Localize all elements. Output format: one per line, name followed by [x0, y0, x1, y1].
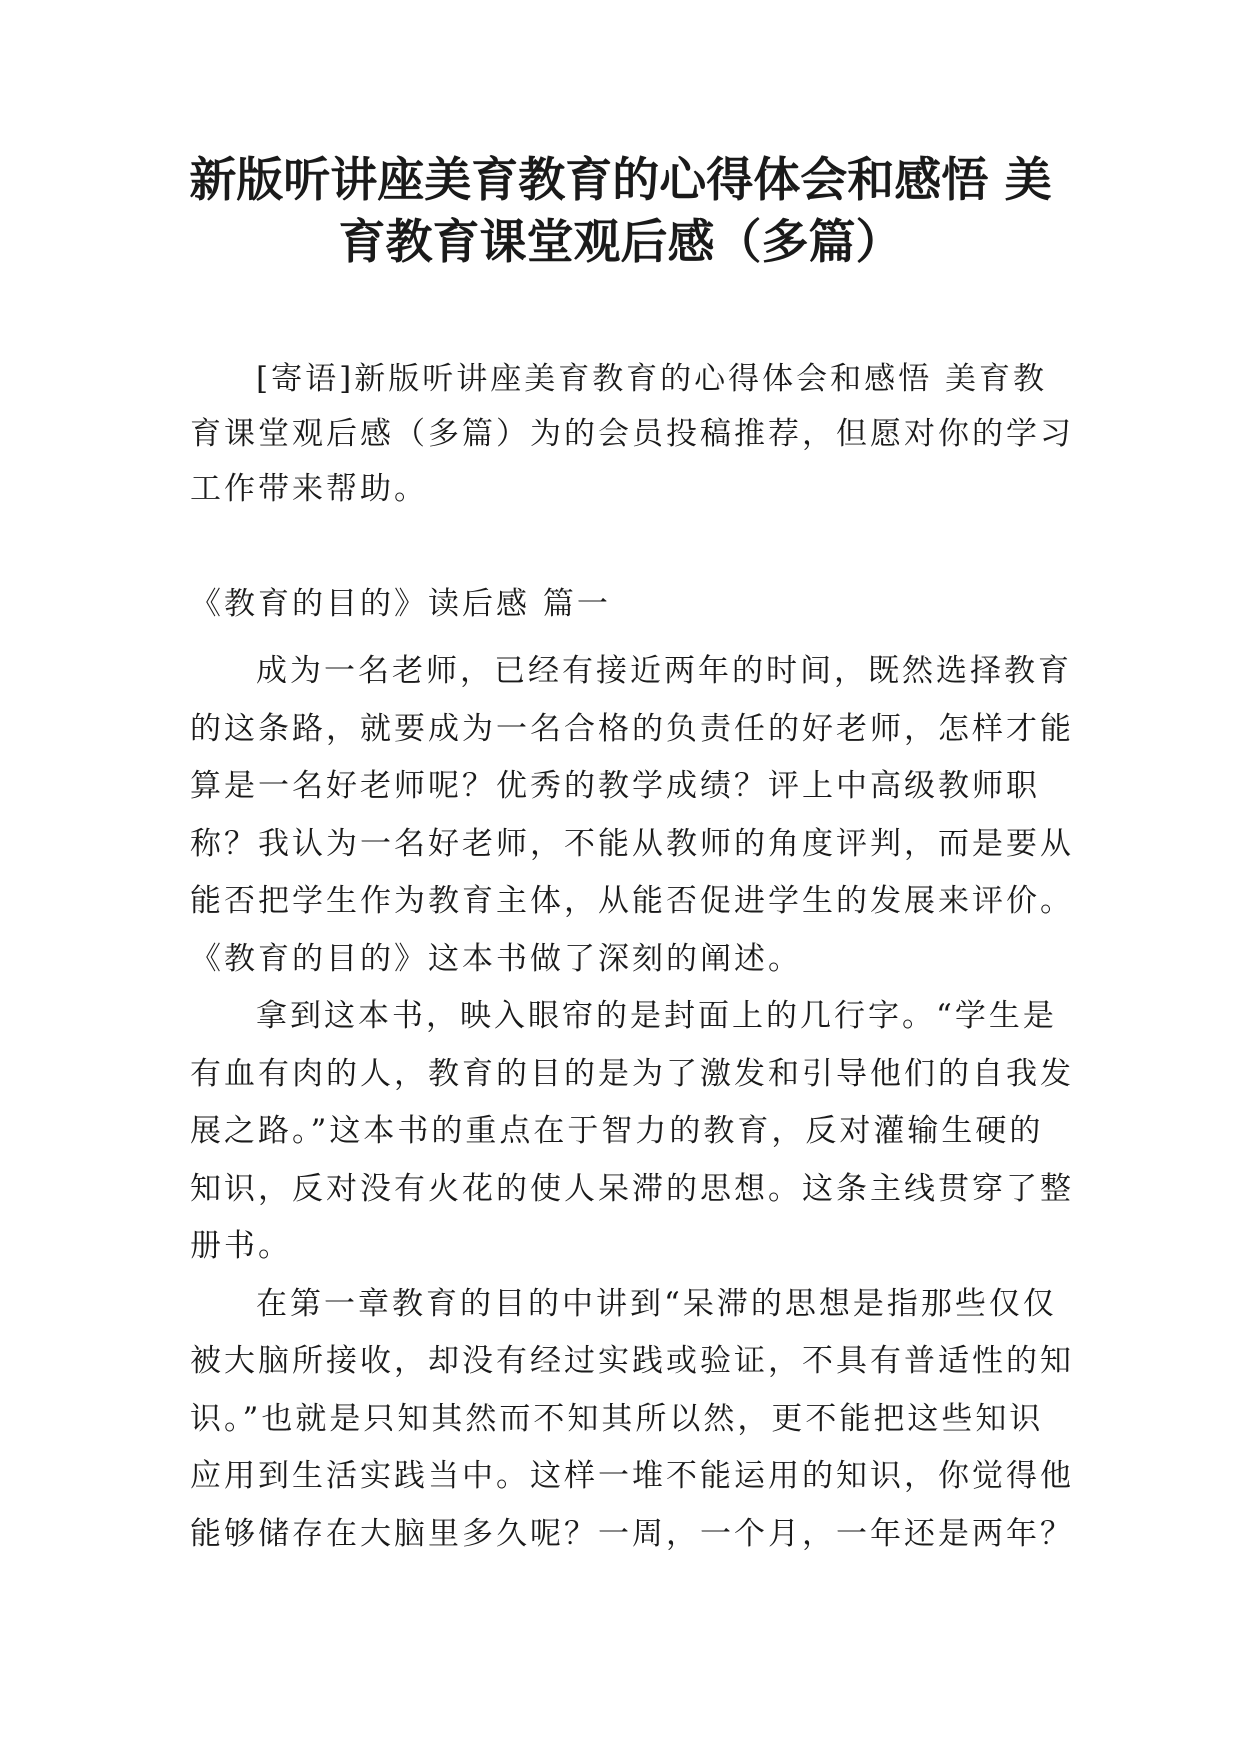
paragraph-line: 应用到生活实践当中。这样一堆不能运用的知识，你觉得他 — [190, 1458, 1074, 1494]
paragraph-line: 成为一名老师，已经有接近两年的时间，既然选择教育 — [256, 653, 1072, 689]
paragraph-line: 被大脑所接收，却没有经过实践或验证，不具有普适性的知 — [190, 1343, 1074, 1379]
paragraph-line: 的这条路，就要成为一名合格的负责任的好老师，怎样才能 — [190, 710, 1074, 747]
intro-line: [寄语]新版听讲座美育教育的心得体会和感悟 美育教 — [256, 361, 1048, 397]
paragraph-line: 有血有肉的人，教育的目的是为了激发和引导他们的自我发 — [190, 1055, 1074, 1092]
title-line-1: 新版听讲座美育教育的心得体会和感悟 美 — [189, 153, 1052, 208]
paragraph-line: 算是一名好老师呢？优秀的教学成绩？评上中高级教师职 — [190, 768, 1040, 804]
paragraph-line: 《教育的目的》这本书做了深刻的阐述。 — [190, 940, 802, 977]
paragraph-line: 知识，反对没有火花的使人呆滞的思想。这条主线贯穿了整 — [190, 1170, 1074, 1207]
document-title — [170, 150, 1071, 274]
paragraph-line: 拿到这本书，映入眼帘的是封面上的几行字。“学生是 — [256, 998, 1057, 1034]
paragraph-line: 册书。 — [190, 1228, 292, 1264]
article-body — [190, 643, 1074, 1563]
paragraph-line: 称？我认为一名好老师，不能从教师的角度评判，而是要从 — [190, 825, 1074, 862]
paragraph-line: 展之路。”这本书的重点在于智力的教育，反对灌输生硬的 — [190, 1113, 1044, 1149]
section-heading: 《教育的目的》读后感 篇一 — [190, 586, 611, 622]
paragraph-line: 识。”也就是只知其然而不知其所以然，更不能把这些知识 — [190, 1400, 1044, 1437]
title-line-2: 育教育课堂观后感（多篇） — [338, 215, 903, 270]
intro-paragraph — [190, 352, 1074, 517]
intro-line: 育课堂观后感（多篇）为的会员投稿推荐，但愿对你的学习 — [190, 416, 1074, 452]
paragraph-line: 在第一章教育的目的中讲到“呆滞的思想是指那些仅仅 — [256, 1285, 1057, 1322]
paragraph-line: 能够储存在大脑里多久呢？一周，一个月，一年还是两年？ — [190, 1515, 1074, 1552]
paragraph-line: 能否把学生作为教育主体，从能否促进学生的发展来评价。 — [190, 883, 1074, 919]
intro-line: 工作带来帮助。 — [190, 471, 428, 507]
